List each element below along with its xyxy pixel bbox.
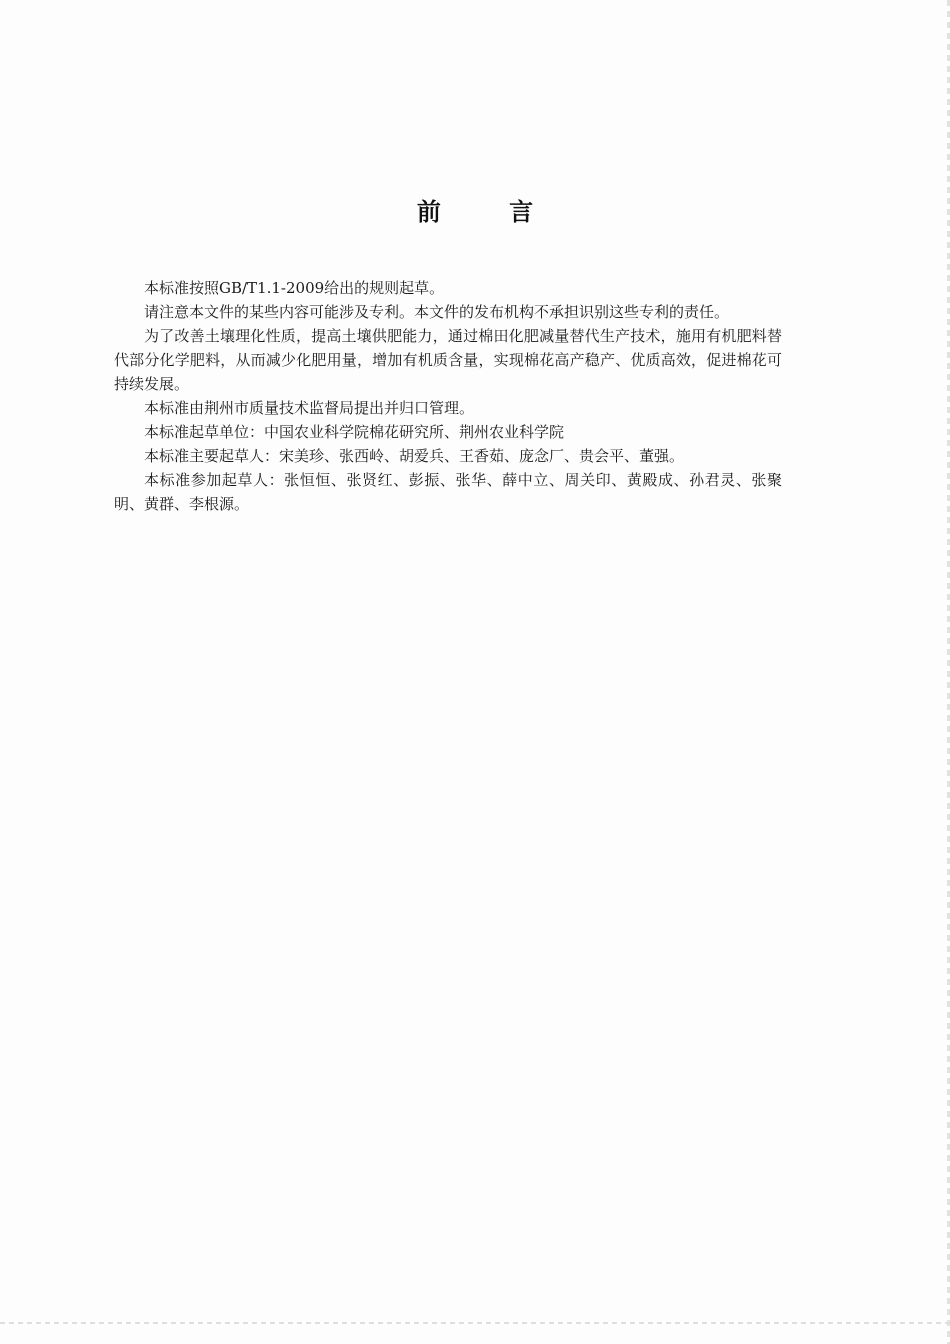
page-title: 前 言 (416, 198, 564, 226)
scan-edge-bottom (0, 1322, 950, 1324)
paragraph-patent-notice: 请注意本文件的某些内容可能涉及专利。本文件的发布机构不承担识别这些专利的责任。 (144, 303, 730, 321)
paragraph-participating-drafters: 本标准参加起草人：张恒恒、张贤红、彭振、张华、薛中立、周关印、黄殿成、孙君灵、张聚明、黄群、李根源。 (114, 471, 782, 513)
paragraph-drafting-units: 本标准起草单位：中国农业科学院棉花研究所、荆州农业科学院 (144, 423, 565, 441)
paragraph-proposer: 本标准由荆州市质量技术监督局提出并归口管理。 (144, 399, 475, 417)
paragraph-main-drafters: 本标准主要起草人：宋美珍、张西岭、胡爱兵、王香茹、庞念厂、贵会平、董强。 (144, 447, 685, 465)
document-body (114, 276, 782, 516)
paragraph-drafting-rules: 本标准按照GB/T1.1-2009给出的规则起草。 (144, 279, 445, 297)
paragraph-purpose: 为了改善土壤理化性质，提高土壤供肥能力，通过棉田化肥减量替代生产技术，施用有机肥料替代部分化学肥料，从而减少化肥用量，增加有机质含量，实现棉花高产稳产、优质高效，促进棉花可持续发展。 (114, 327, 782, 393)
